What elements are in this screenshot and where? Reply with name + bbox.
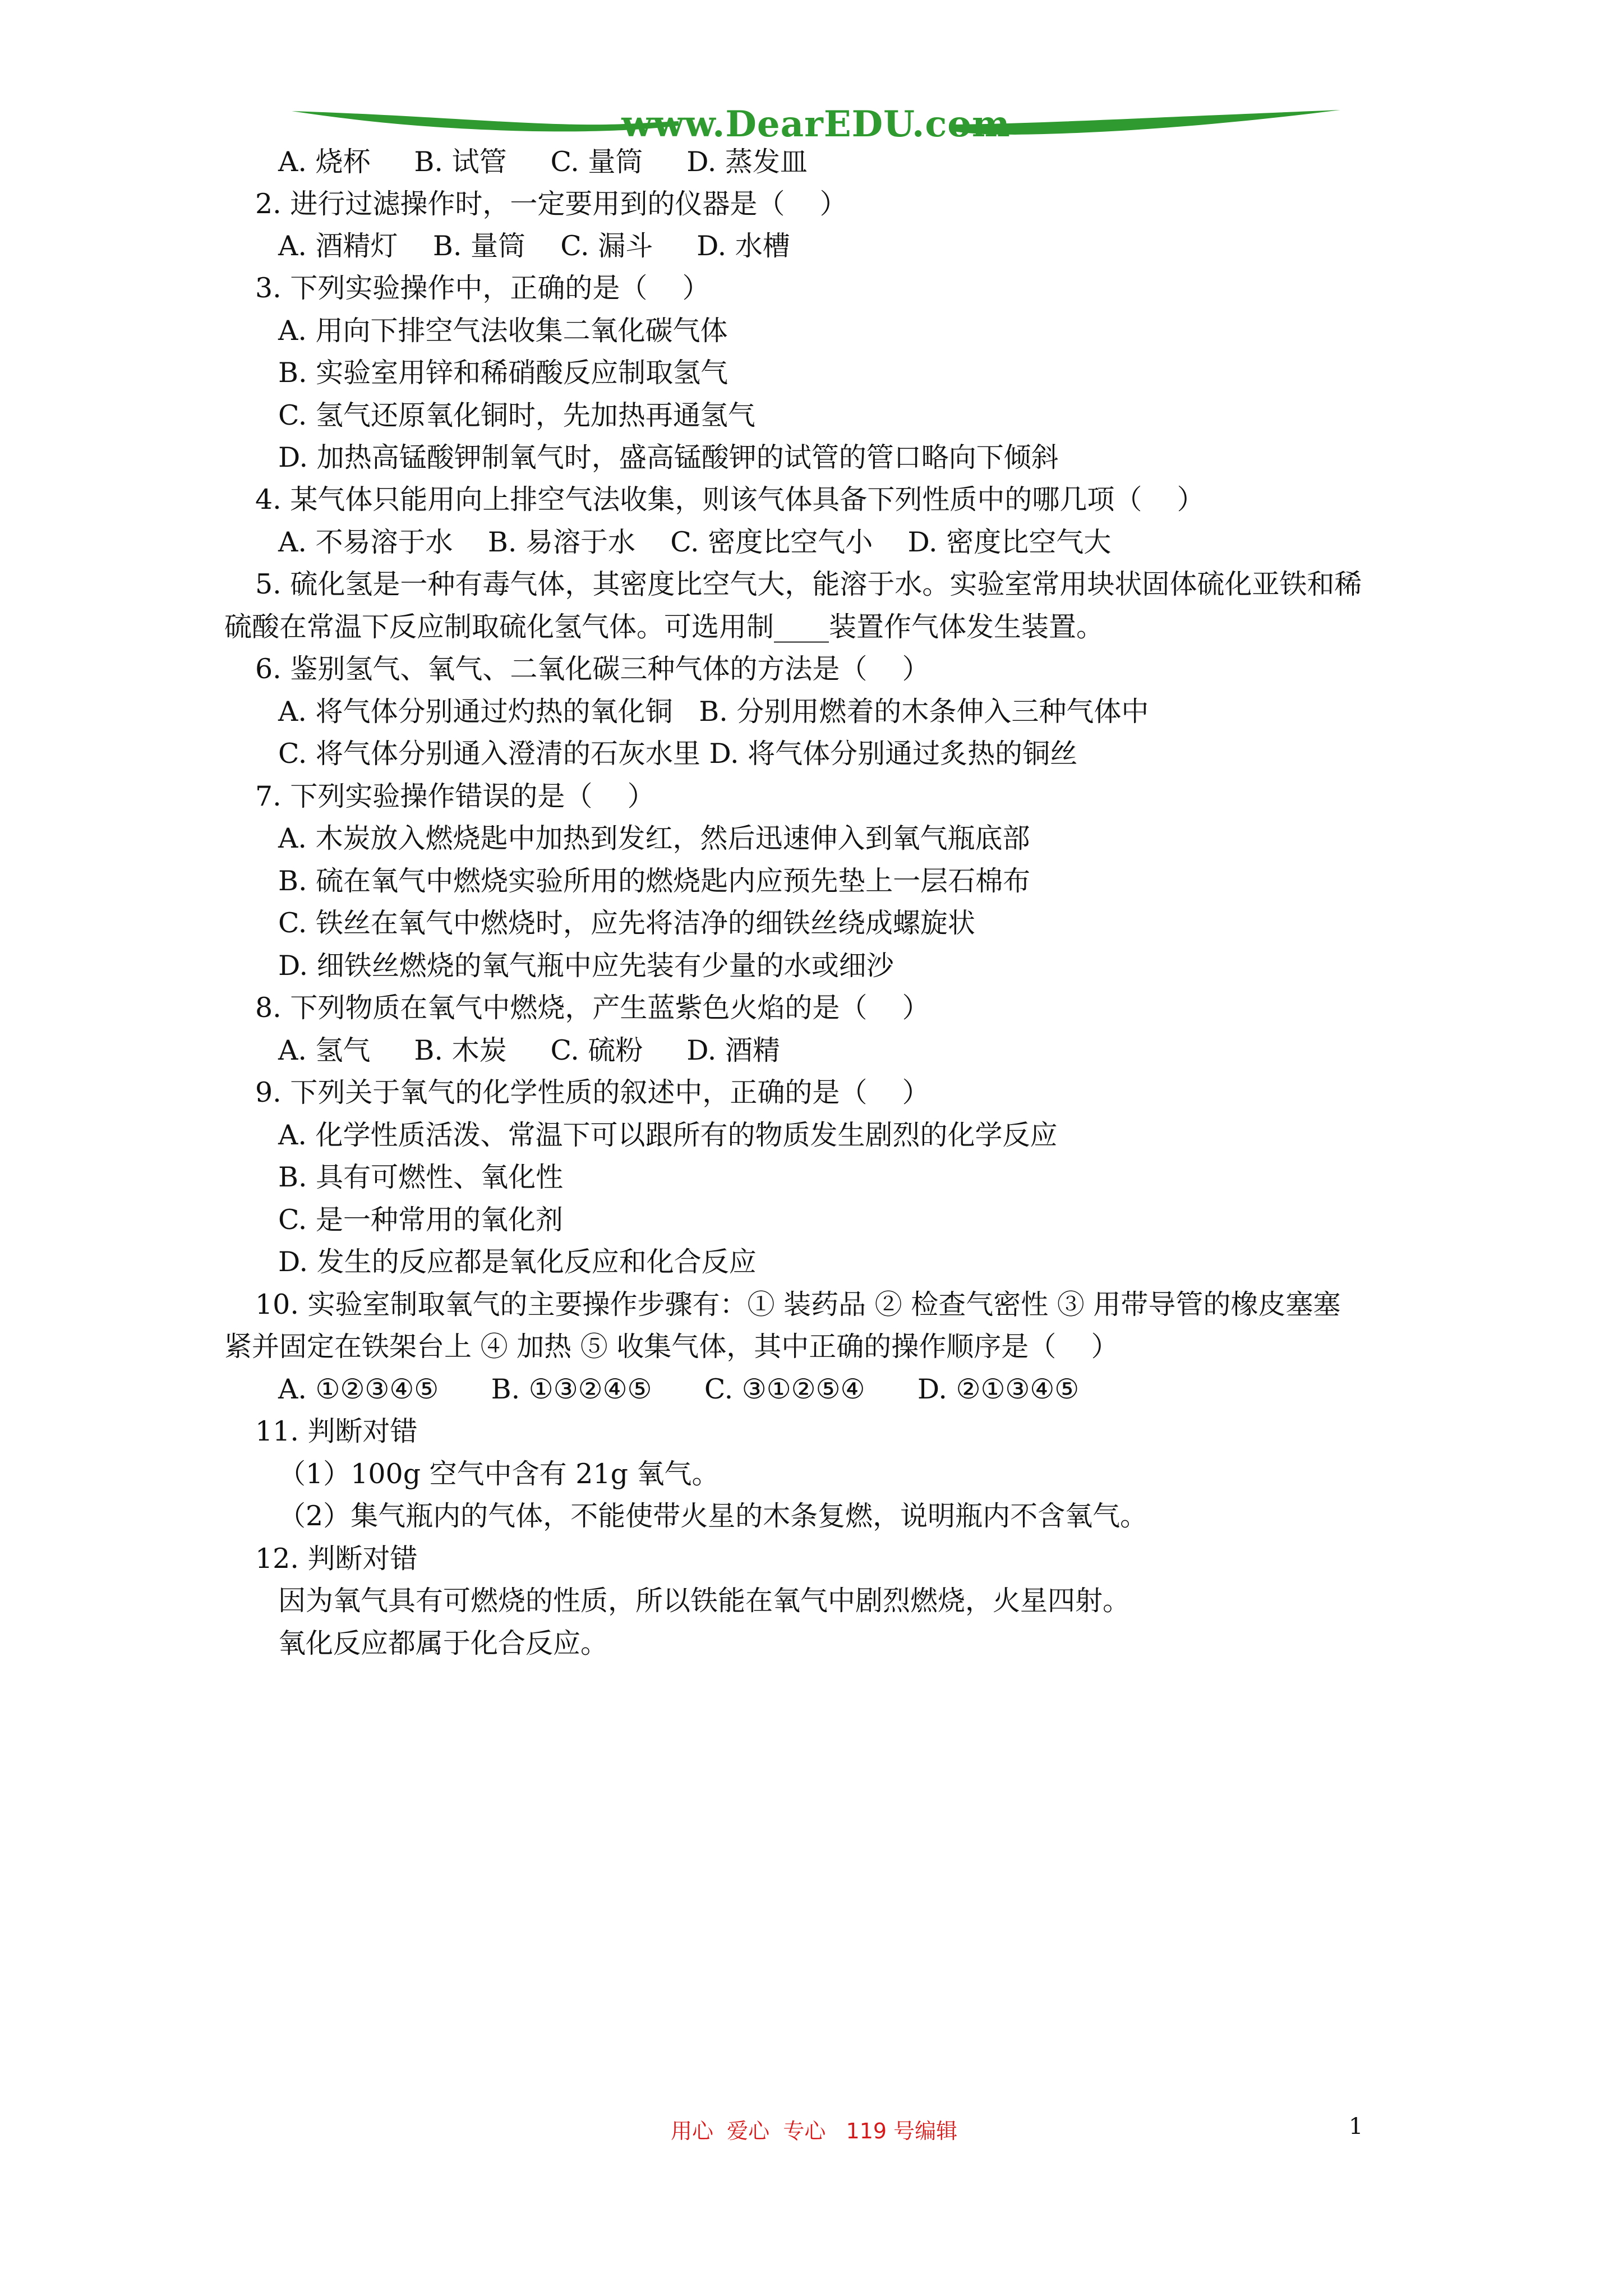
q9-option-c: C. 是一种常用的氧化剂 [278, 1204, 563, 1236]
q7-stem: 7. 下列实验操作错误的是（ ） [255, 780, 655, 812]
q2-options: A. 酒精灯 B. 量筒 C. 漏斗 D. 水槽 [278, 230, 790, 262]
q1-options: A. 烧杯 B. 试管 C. 量筒 D. 蒸发皿 [278, 146, 808, 178]
footer-text: 用心 爱心 专心 119 号编辑 [671, 2119, 958, 2143]
q12-item-2: 氧化反应都属于化合反应。 [278, 1627, 608, 1659]
q10-stem-line2: 紧并固定在铁架台上 ④ 加热 ⑤ 收集气体，其中正确的操作顺序是（ ） [224, 1331, 1119, 1363]
q4-stem: 4. 某气体只能用向上排空气法收集，则该气体具备下列性质中的哪几项（ ） [255, 484, 1205, 516]
q9-option-b: B. 具有可燃性、氧化性 [278, 1161, 564, 1193]
q6-options-cd: C. 将气体分别通入澄清的石灰水里 D. 将气体分别通过炙热的铜丝 [278, 738, 1078, 770]
site-logo-text: www.DearEDU.com [621, 103, 1011, 145]
q10-stem-line1: 10. 实验室制取氧气的主要操作步骤有：① 装药品 ② 检查气密性 ③ 用带导管的橡皮塞塞 [255, 1289, 1341, 1320]
q7-option-d: D. 细铁丝燃烧的氧气瓶中应先装有少量的水或细沙 [278, 950, 894, 982]
q12-stem: 12. 判断对错 [255, 1543, 418, 1575]
page-number: 1 [1349, 2114, 1363, 2139]
q10-options: A. ①②③④⑤ B. ①③②④⑤ C. ③①②⑤④ D. ②①③④⑤ [278, 1373, 1080, 1405]
site-header-banner [292, 100, 1340, 150]
q5-stem-line1: 5. 硫化氢是一种有毒气体，其密度比空气大，能溶于水。实验室常用块状固体硫化亚铁和稀 [255, 568, 1362, 600]
q9-option-d: D. 发生的反应都是氧化反应和化合反应 [278, 1246, 757, 1278]
q3-option-c: C. 氢气还原氧化铜时，先加热再通氢气 [278, 399, 755, 431]
q6-options-ab: A. 将气体分别通过灼热的氧化铜 B. 分别用燃着的木条伸入三种气体中 [278, 696, 1149, 728]
q3-option-d: D. 加热高锰酸钾制氧气时，盛高锰酸钾的试管的管口略向下倾斜 [278, 441, 1059, 473]
q11-item-1: （1）100g 空气中含有 21g 氧气。 [278, 1458, 720, 1490]
q3-option-b: B. 实验室用锌和稀硝酸反应制取氢气 [278, 357, 728, 389]
q7-option-b: B. 硫在氧气中燃烧实验所用的燃烧匙内应预先垫上一层石棉布 [278, 865, 1031, 897]
q6-stem: 6. 鉴别氢气、氧气、二氧化碳三种气体的方法是（ ） [255, 653, 930, 685]
q2-stem: 2. 进行过滤操作时，一定要用到的仪器是（ ） [255, 188, 847, 220]
q3-option-a: A. 用向下排空气法收集二氧化碳气体 [278, 315, 728, 347]
q3-stem: 3. 下列实验操作中，正确的是（ ） [255, 272, 710, 304]
q5-stem-line2: 硫酸在常温下反应制取硫化氢气体。可选用制____装置作气体发生装置。 [224, 611, 1104, 643]
q7-option-a: A. 木炭放入燃烧匙中加热到发红，然后迅速伸入到氧气瓶底部 [278, 822, 1030, 854]
q8-stem: 8. 下列物质在氧气中燃烧，产生蓝紫色火焰的是（ ） [255, 992, 930, 1024]
q4-options: A. 不易溶于水 B. 易溶于水 C. 密度比空气小 D. 密度比空气大 [278, 526, 1112, 558]
q11-item-2: （2）集气瓶内的气体，不能使带火星的木条复燃，说明瓶内不含氧气。 [278, 1500, 1148, 1532]
q9-stem: 9. 下列关于氧气的化学性质的叙述中，正确的是（ ） [255, 1076, 930, 1108]
q12-item-1: 因为氧气具有可燃烧的性质，所以铁能在氧气中剧烈燃烧，火星四射。 [278, 1585, 1131, 1617]
q7-option-c: C. 铁丝在氧气中燃烧时，应先将洁净的细铁丝绕成螺旋状 [278, 907, 975, 939]
q9-option-a: A. 化学性质活泼、常温下可以跟所有的物质发生剧烈的化学反应 [278, 1119, 1058, 1151]
q8-options: A. 氢气 B. 木炭 C. 硫粉 D. 酒精 [278, 1034, 780, 1066]
q11-stem: 11. 判断对错 [255, 1415, 418, 1447]
